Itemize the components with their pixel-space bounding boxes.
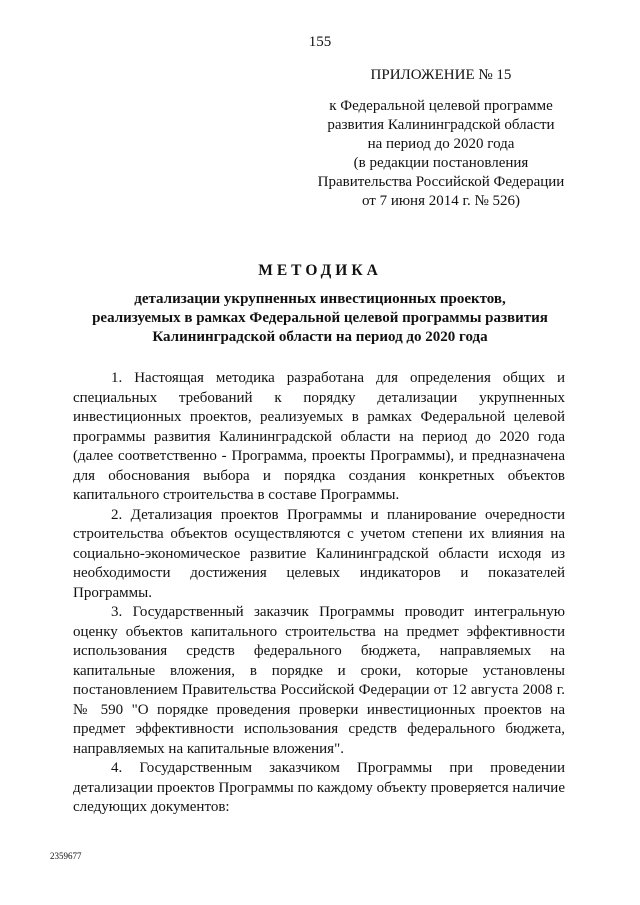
subtitle-line: реализуемых в рамках Федеральной целевой программы развития xyxy=(92,310,548,326)
appendix-line: развития Калининградской области xyxy=(327,117,555,133)
page-number: 155 xyxy=(308,34,332,50)
paragraph-2: 2. Детализация проектов Программы и планирование очередности строительства объектов осуществляются с учетом степени их влияния на социально-экономическое развитие Калининградской области исходя из необходимости достижения целевых индикаторов и показателей Программы. xyxy=(73,506,565,601)
appendix-line: Правительства Российской Федерации xyxy=(317,174,565,190)
document-code: 2359677 xyxy=(50,851,82,861)
appendix-line: на период до 2020 года xyxy=(367,136,515,152)
subtitle-line: Калининградской области на период до 2020 года xyxy=(152,329,488,345)
appendix-title: ПРИЛОЖЕНИЕ № 15 xyxy=(370,67,512,83)
paragraph-1: 1. Настоящая методика разработана для определения общих и специальных требований к порядку детализации укрупненных инвестиционных проектов, реализуемых в рамках Федеральной целевой программы развития Калининградской области на период до 2020 года (далее соответственно - Программа, проекты Программы), и предназначена для обоснования выбора и порядка создания конкретных объектов капитального строительства в составе Программы. xyxy=(73,370,565,503)
subtitle-line: детализации укрупненных инвестиционных проектов, xyxy=(134,291,506,307)
appendix-line: от 7 июня 2014 г. № 526) xyxy=(361,193,521,209)
body-text xyxy=(73,369,565,818)
appendix-line: (в редакции постановления xyxy=(353,155,529,171)
method-title: МЕТОДИКА xyxy=(258,262,382,279)
appendix-header xyxy=(300,66,582,211)
paragraph-3: 3. Государственный заказчик Программы проводит интегральную оценку объектов капитального строительства на предмет эффективности использования средств федерального бюджета, направляемых на капитальные вложения, в порядке и сроки, которые установлены постановлением Правительства Российской Федерации от 12 августа 2008 г. № 590 "О порядке проведения проверки инвестиционных проектов на предмет эффективности использования средств федерального бюджета, направляемых на капитальные вложения". xyxy=(73,604,565,757)
paragraph-4: 4. Государственным заказчиком Программы при проведении детализации проектов Программы по каждому объекту проверяется наличие следующих документов: xyxy=(73,760,565,815)
appendix-line: к Федеральной целевой программе xyxy=(329,98,553,114)
method-subtitle xyxy=(60,290,580,347)
